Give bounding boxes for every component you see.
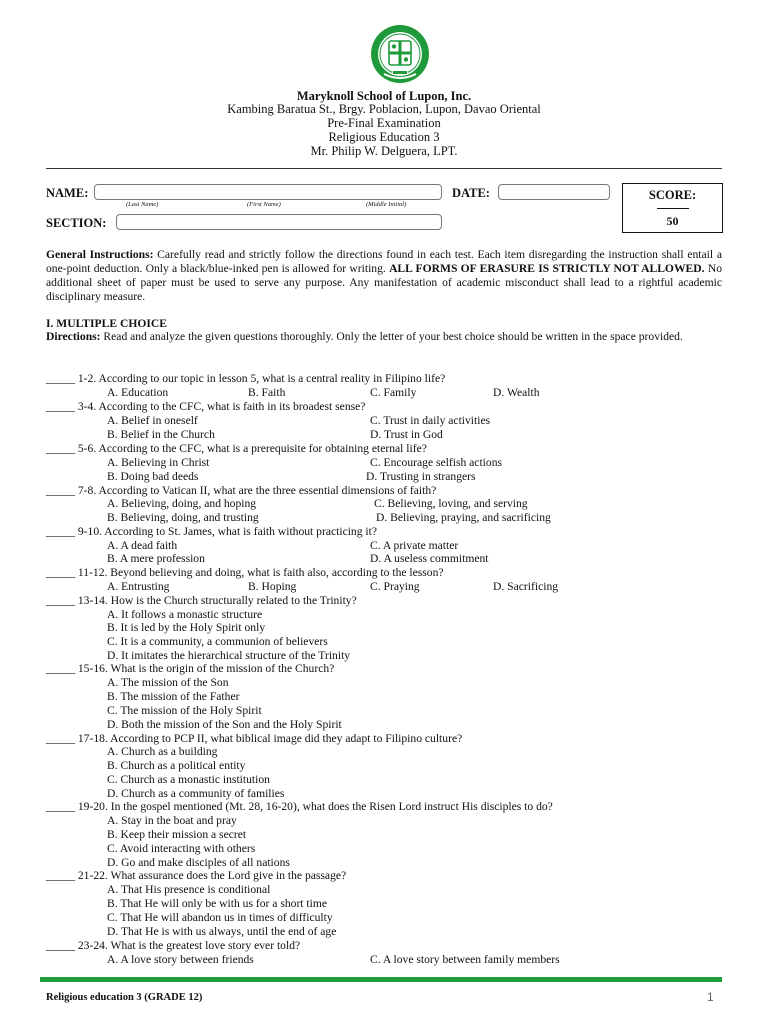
answer-option: A. Entrusting [107, 580, 170, 593]
answer-option: C. A private matter [370, 539, 459, 552]
exam-title: Pre-Final Examination [327, 116, 441, 130]
answer-option: A. Believing in Christ [107, 456, 210, 469]
question-stem: _____ 9-10. According to St. James, what is faith without practicing it? [46, 525, 378, 538]
question-stem: _____ 5-6. According to the CFC, what is a prerequisite for obtaining eternal life? [46, 442, 427, 455]
answer-option: B. Belief in the Church [107, 428, 215, 441]
score-label: SCORE: [648, 188, 697, 202]
answer-option: B. Keep their mission a secret [107, 828, 247, 841]
footer-course-label: Religious education 3 (GRADE 12) [46, 992, 203, 1003]
answer-option: C. Family [370, 386, 417, 399]
question-stem: _____ 19-20. In the gospel mentioned (Mt. 28, 16-20), what does the Risen Lord instruct His disciples to do? [46, 800, 553, 813]
directions-label: Directions: [46, 330, 101, 343]
score-total: 50 [666, 214, 679, 228]
name-label: NAME: [46, 186, 89, 200]
answer-option: D. Wealth [493, 386, 540, 399]
general-instructions [46, 248, 722, 304]
answer-option: D. Both the mission of the Son and the Holy Spirit [107, 718, 342, 731]
first-name-caption: (First Name) [247, 201, 281, 208]
school-seal-logo [370, 24, 430, 84]
question-stem: _____ 15-16. What is the origin of the mission of the Church? [46, 662, 335, 675]
answer-option: C. A love story between family members [370, 953, 560, 966]
question-stem: _____ 17-18. According to PCP II, what biblical image did they adapt to Filipino culture? [46, 732, 463, 745]
school-address: Kambing Baratua St., Brgy. Poblacion, Lupon, Davao Oriental [227, 102, 541, 116]
answer-option: D. Church as a community of families [107, 787, 285, 800]
answer-option: C. Praying [370, 580, 420, 593]
answer-option: A. Stay in the boat and pray [107, 814, 237, 827]
answer-option: C. It is a community, a communion of believers [107, 635, 328, 648]
answer-option: B. A mere profession [107, 552, 205, 565]
answer-option: D. Trust in God [370, 428, 443, 441]
general-instructions-label: General Instructions: [46, 248, 154, 261]
section-label: SECTION: [46, 216, 107, 230]
answer-option: A. It follows a monastic structure [107, 608, 263, 621]
date-label: DATE: [452, 186, 490, 200]
answer-option: B. Believing, doing, and trusting [107, 511, 259, 524]
answer-option: A. That His presence is conditional [107, 883, 271, 896]
answer-option: A. Education [107, 386, 169, 399]
teacher-name: Mr. Philip W. Delguera, LPT. [310, 144, 458, 158]
answer-option: D. Trusting in strangers [366, 470, 476, 483]
answer-option: A. A love story between friends [107, 953, 254, 966]
page-number: 1 [707, 990, 714, 1004]
answer-option: D. Believing, praying, and sacrificing [376, 511, 551, 524]
answer-option: C. Trust in daily activities [370, 414, 491, 427]
answer-option: B. It is led by the Holy Spirit only [107, 621, 266, 634]
answer-option: A. Believing, doing, and hoping [107, 497, 257, 510]
question-stem: _____ 7-8. According to Vatican II, what are the three essential dimensions of faith? [46, 484, 437, 497]
general-instructions-text-1: Carefully read and strictly follow the directions found in each test. Each item disregarding the instruction shall entail a one-point deduction. Only a black/blue-inked pen is allowed for writing. [46, 248, 722, 275]
general-instructions-emphasis: ALL FORMS OF ERASURE IS STRICTLY NOT ALLOWED. [389, 262, 705, 275]
answer-option: A. The mission of the Son [107, 676, 229, 689]
answer-option: A. A dead faith [107, 539, 178, 552]
answer-option: D. It imitates the hierarchical structure of the Trinity [107, 649, 351, 662]
answer-option: B. The mission of the Father [107, 690, 240, 703]
question-stem: _____ 11-12. Beyond believing and doing, what is faith also, according to the lesson? [46, 566, 444, 579]
answer-option: C. That He will abandon us in times of difficulty [107, 911, 333, 924]
question-stem: _____ 23-24. What is the greatest love story ever told? [46, 939, 301, 952]
directions-text: Read and analyze the given questions thoroughly. Only the letter of your best choice should be written in the space provided. [100, 330, 683, 343]
answer-option: C. Encourage selfish actions [370, 456, 503, 469]
general-instructions-text-2: No additional sheet of paper must be used to serve any purpose. Any manifestation of academic misconduct shall lead to a rightful academic disciplinary measure. [46, 262, 722, 303]
date-field[interactable] [498, 184, 610, 200]
question-stem: _____ 1-2. According to our topic in lesson 5, what is a central reality in Filipino life? [46, 372, 446, 385]
answer-option: C. Church as a monastic institution [107, 773, 270, 786]
answer-option: D. Sacrificing [493, 580, 559, 593]
answer-option: B. Church as a political entity [107, 759, 246, 772]
answer-option: B. Faith [248, 386, 286, 399]
score-blank-line [657, 208, 689, 209]
answer-option: A. Belief in oneself [107, 414, 198, 427]
school-name: Maryknoll School of Lupon, Inc. [296, 89, 472, 103]
header-divider [46, 168, 722, 169]
answer-option: D. Go and make disciples of all nations [107, 856, 290, 869]
answer-option: B. Hoping [248, 580, 297, 593]
answer-option: B. Doing bad deeds [107, 470, 199, 483]
score-box [622, 183, 723, 233]
subject-title: Religious Education 3 [328, 130, 440, 144]
name-field[interactable] [94, 184, 442, 200]
footer-accent-bar [40, 977, 722, 982]
section-directions [46, 330, 722, 344]
question-stem: _____ 3-4. According to the CFC, what is faith in its broadest sense? [46, 400, 366, 413]
answer-option: B. That He will only be with us for a short time [107, 897, 328, 910]
answer-option: C. Believing, loving, and serving [374, 497, 528, 510]
middle-initial-caption: (Middle Initial) [366, 201, 407, 208]
question-stem: _____ 21-22. What assurance does the Lord give in the passage? [46, 869, 347, 882]
question-stem: _____ 13-14. How is the Church structurally related to the Trinity? [46, 594, 357, 607]
answer-option: C. Avoid interacting with others [107, 842, 256, 855]
answer-option: D. A useless commitment [370, 552, 489, 565]
answer-option: D. That He is with us always, until the end of age [107, 925, 337, 938]
answer-option: A. Church as a building [107, 745, 218, 758]
section-field[interactable] [116, 214, 442, 230]
last-name-caption: (Last Name) [126, 201, 159, 208]
answer-option: C. The mission of the Holy Spirit [107, 704, 262, 717]
section-title: I. MULTIPLE CHOICE [46, 317, 168, 330]
